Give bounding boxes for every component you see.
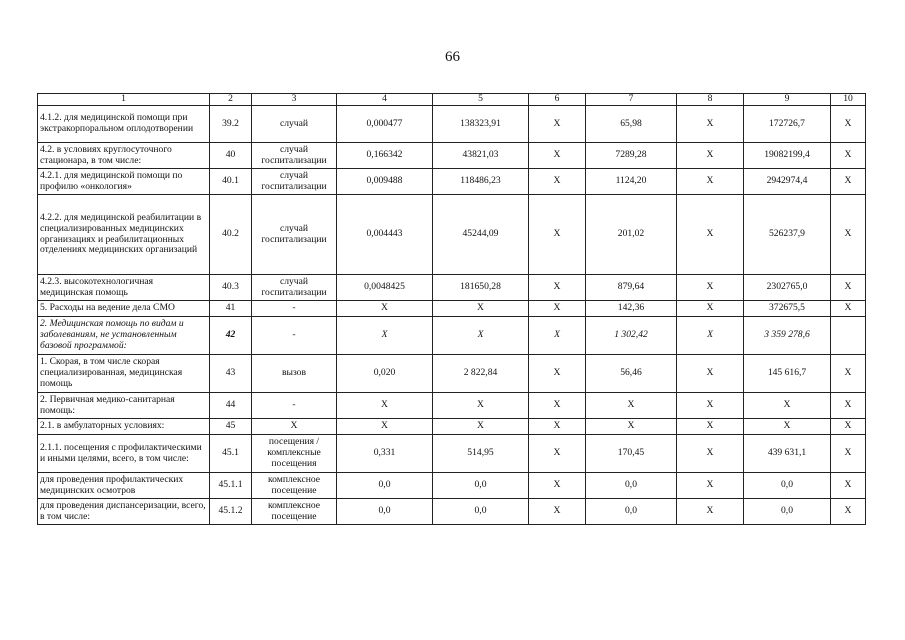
table-cell: X bbox=[529, 195, 586, 275]
table-cell: 181650,28 bbox=[433, 275, 529, 301]
table-cell: 0,166342 bbox=[337, 143, 433, 169]
table-cell: 45 bbox=[210, 419, 252, 435]
table-cell: 145 616,7 bbox=[744, 355, 831, 393]
table-cell: X bbox=[677, 106, 744, 143]
column-header: 5 bbox=[433, 94, 529, 106]
table-cell: 439 631,1 bbox=[744, 435, 831, 473]
table-cell: X bbox=[831, 355, 866, 393]
row-label-cell: 2.1.1. посещения с профилактическими и иными целями, всего, в том числе: bbox=[38, 435, 210, 473]
table-cell: 0,0 bbox=[744, 499, 831, 525]
table-cell: 43821,03 bbox=[433, 143, 529, 169]
table-cell: 65,98 bbox=[586, 106, 677, 143]
table-cell: 0,0 bbox=[337, 499, 433, 525]
table-cell: 7289,28 bbox=[586, 143, 677, 169]
row-label-cell: 1. Скорая, в том числе скорая специализированная, медицинская помощь bbox=[38, 355, 210, 393]
table-cell: 2942974,4 bbox=[744, 169, 831, 195]
table-cell: 41 bbox=[210, 301, 252, 317]
table-cell: 172726,7 bbox=[744, 106, 831, 143]
row-label-cell: для проведения диспансеризации, всего, в том числе: bbox=[38, 499, 210, 525]
table-cell: - bbox=[252, 393, 337, 419]
column-header: 3 bbox=[252, 94, 337, 106]
table-cell: 2302765,0 bbox=[744, 275, 831, 301]
table-cell: X bbox=[831, 393, 866, 419]
table-cell: X bbox=[433, 301, 529, 317]
page-number: 66 bbox=[445, 49, 460, 65]
table-cell: X bbox=[677, 195, 744, 275]
table-cell: X bbox=[529, 419, 586, 435]
table-cell: 39.2 bbox=[210, 106, 252, 143]
row-label-cell: 4.2.3. высокотехнологичная медицинская помощь bbox=[38, 275, 210, 301]
data-table bbox=[37, 93, 866, 525]
table-cell: случай госпитализации bbox=[252, 143, 337, 169]
table-cell: - bbox=[252, 317, 337, 355]
table-cell: X bbox=[677, 419, 744, 435]
table-cell: 42 bbox=[210, 317, 252, 355]
table-cell: X bbox=[677, 393, 744, 419]
table-cell: 45244,09 bbox=[433, 195, 529, 275]
table-cell: 40.2 bbox=[210, 195, 252, 275]
table-cell: 142,36 bbox=[586, 301, 677, 317]
table-row bbox=[38, 435, 866, 473]
table-row bbox=[38, 195, 866, 275]
table-cell: 526237,9 bbox=[744, 195, 831, 275]
table-row bbox=[38, 393, 866, 419]
table-cell: X bbox=[529, 301, 586, 317]
table-cell: X bbox=[677, 317, 744, 355]
table-row bbox=[38, 473, 866, 499]
table-cell: 0,004443 bbox=[337, 195, 433, 275]
row-label-cell: 4.2.2. для медицинской реабилитации в специализированных медицинских организациях и реабилитационных отделениях медицинских организаций bbox=[38, 195, 210, 275]
table-cell: 3 359 278,6 bbox=[744, 317, 831, 355]
table-cell: X bbox=[831, 275, 866, 301]
table-cell: - bbox=[252, 301, 337, 317]
table-cell: 118486,23 bbox=[433, 169, 529, 195]
table-cell: 170,45 bbox=[586, 435, 677, 473]
table-cell: 201,02 bbox=[586, 195, 677, 275]
table-cell: 56,46 bbox=[586, 355, 677, 393]
table-cell: X bbox=[744, 393, 831, 419]
column-header: 8 bbox=[677, 94, 744, 106]
table-cell: 372675,5 bbox=[744, 301, 831, 317]
table-cell: 138323,91 bbox=[433, 106, 529, 143]
table-cell: 40 bbox=[210, 143, 252, 169]
table-row bbox=[38, 169, 866, 195]
table-cell: X bbox=[529, 106, 586, 143]
column-header: 9 bbox=[744, 94, 831, 106]
table-cell: 0,000477 bbox=[337, 106, 433, 143]
table-cell: X bbox=[529, 499, 586, 525]
table-cell: X bbox=[677, 435, 744, 473]
table-row bbox=[38, 301, 866, 317]
table-cell: 44 bbox=[210, 393, 252, 419]
table-cell: X bbox=[433, 393, 529, 419]
table-cell: 0,0 bbox=[337, 473, 433, 499]
table-cell: X bbox=[677, 473, 744, 499]
table-cell: 1124,20 bbox=[586, 169, 677, 195]
table-cell: X bbox=[831, 499, 866, 525]
table-cell: X bbox=[529, 169, 586, 195]
table-cell: X bbox=[831, 301, 866, 317]
table-row bbox=[38, 106, 866, 143]
row-label-cell: 2. Медицинская помощь по видам и заболеваниям, не установленным базовой программой: bbox=[38, 317, 210, 355]
table-cell: X bbox=[252, 419, 337, 435]
table-cell: 40.1 bbox=[210, 169, 252, 195]
row-label-cell: 4.2. в условиях круглосуточного стационара, в том числе: bbox=[38, 143, 210, 169]
row-label-cell: 5. Расходы на ведение дела СМО bbox=[38, 301, 210, 317]
table-cell: комплексное посещение bbox=[252, 473, 337, 499]
row-label-cell: 4.2.1. для медицинской помощи по профилю «онкология» bbox=[38, 169, 210, 195]
table-cell: комплексное посещение bbox=[252, 499, 337, 525]
table-cell: 0,0 bbox=[744, 473, 831, 499]
table-cell: X bbox=[337, 301, 433, 317]
table-cell: X bbox=[831, 195, 866, 275]
table-cell: посещения / комплексные посещения bbox=[252, 435, 337, 473]
table-cell: случай госпитализации bbox=[252, 275, 337, 301]
row-label-cell: 4.1.2. для медицинской помощи при экстракорпоральном оплодотворении bbox=[38, 106, 210, 143]
table-cell: X bbox=[337, 419, 433, 435]
column-header: 6 bbox=[529, 94, 586, 106]
table-cell: 2 822,84 bbox=[433, 355, 529, 393]
table-cell: X bbox=[831, 435, 866, 473]
table-cell: X bbox=[831, 419, 866, 435]
table-cell: 0,0 bbox=[586, 473, 677, 499]
table-cell: X bbox=[831, 169, 866, 195]
row-label-cell: для проведения профилактических медицинских осмотров bbox=[38, 473, 210, 499]
table-header-row bbox=[38, 94, 866, 106]
table-cell: случай bbox=[252, 106, 337, 143]
table-cell: 0,331 bbox=[337, 435, 433, 473]
table-cell: 45.1.1 bbox=[210, 473, 252, 499]
table-cell: 45.1 bbox=[210, 435, 252, 473]
table-cell: X bbox=[586, 393, 677, 419]
table-cell: X bbox=[337, 393, 433, 419]
column-header: 10 bbox=[831, 94, 866, 106]
table-cell: X bbox=[677, 355, 744, 393]
column-header: 2 bbox=[210, 94, 252, 106]
table-cell: 45.1.2 bbox=[210, 499, 252, 525]
table-cell: X bbox=[433, 317, 529, 355]
table-cell: 1 302,42 bbox=[586, 317, 677, 355]
table-cell: X bbox=[677, 301, 744, 317]
table-cell: 0,0 bbox=[433, 499, 529, 525]
table-row bbox=[38, 355, 866, 393]
table-row bbox=[38, 499, 866, 525]
table-cell: 19082199,4 bbox=[744, 143, 831, 169]
table-cell: X bbox=[586, 419, 677, 435]
table-row bbox=[38, 419, 866, 435]
table-cell: случай госпитализации bbox=[252, 195, 337, 275]
table-cell: 879,64 bbox=[586, 275, 677, 301]
table-cell: X bbox=[529, 473, 586, 499]
column-header: 7 bbox=[586, 94, 677, 106]
table-cell: 0,020 bbox=[337, 355, 433, 393]
column-header: 1 bbox=[38, 94, 210, 106]
table-cell: 514,95 bbox=[433, 435, 529, 473]
table-row bbox=[38, 317, 866, 355]
table-cell: X bbox=[337, 317, 433, 355]
table-cell: X bbox=[529, 435, 586, 473]
row-label-cell: 2.1. в амбулаторных условиях: bbox=[38, 419, 210, 435]
table-cell: X bbox=[529, 317, 586, 355]
column-header: 4 bbox=[337, 94, 433, 106]
table-cell: X bbox=[529, 393, 586, 419]
table-body bbox=[38, 94, 866, 525]
table-cell: X bbox=[744, 419, 831, 435]
table-cell: 0,009488 bbox=[337, 169, 433, 195]
table-cell: X bbox=[677, 143, 744, 169]
table-cell: X bbox=[831, 143, 866, 169]
table-cell: X bbox=[677, 499, 744, 525]
table-cell: X bbox=[831, 473, 866, 499]
table-cell: X bbox=[831, 106, 866, 143]
table-row bbox=[38, 275, 866, 301]
table-cell: случай госпитализации bbox=[252, 169, 337, 195]
row-label-cell: 2. Первичная медико-санитарная помощь: bbox=[38, 393, 210, 419]
table-row bbox=[38, 143, 866, 169]
table-cell: X bbox=[529, 355, 586, 393]
table-cell: 40.3 bbox=[210, 275, 252, 301]
table-cell bbox=[831, 317, 866, 355]
table-cell: 0,0 bbox=[586, 499, 677, 525]
table-cell: вызов bbox=[252, 355, 337, 393]
table-cell: X bbox=[529, 143, 586, 169]
table-cell: X bbox=[433, 419, 529, 435]
table-cell: 0,0048425 bbox=[337, 275, 433, 301]
table-cell: X bbox=[529, 275, 586, 301]
table-cell: 43 bbox=[210, 355, 252, 393]
table-cell: X bbox=[677, 275, 744, 301]
table-cell: X bbox=[677, 169, 744, 195]
table-cell: 0,0 bbox=[433, 473, 529, 499]
